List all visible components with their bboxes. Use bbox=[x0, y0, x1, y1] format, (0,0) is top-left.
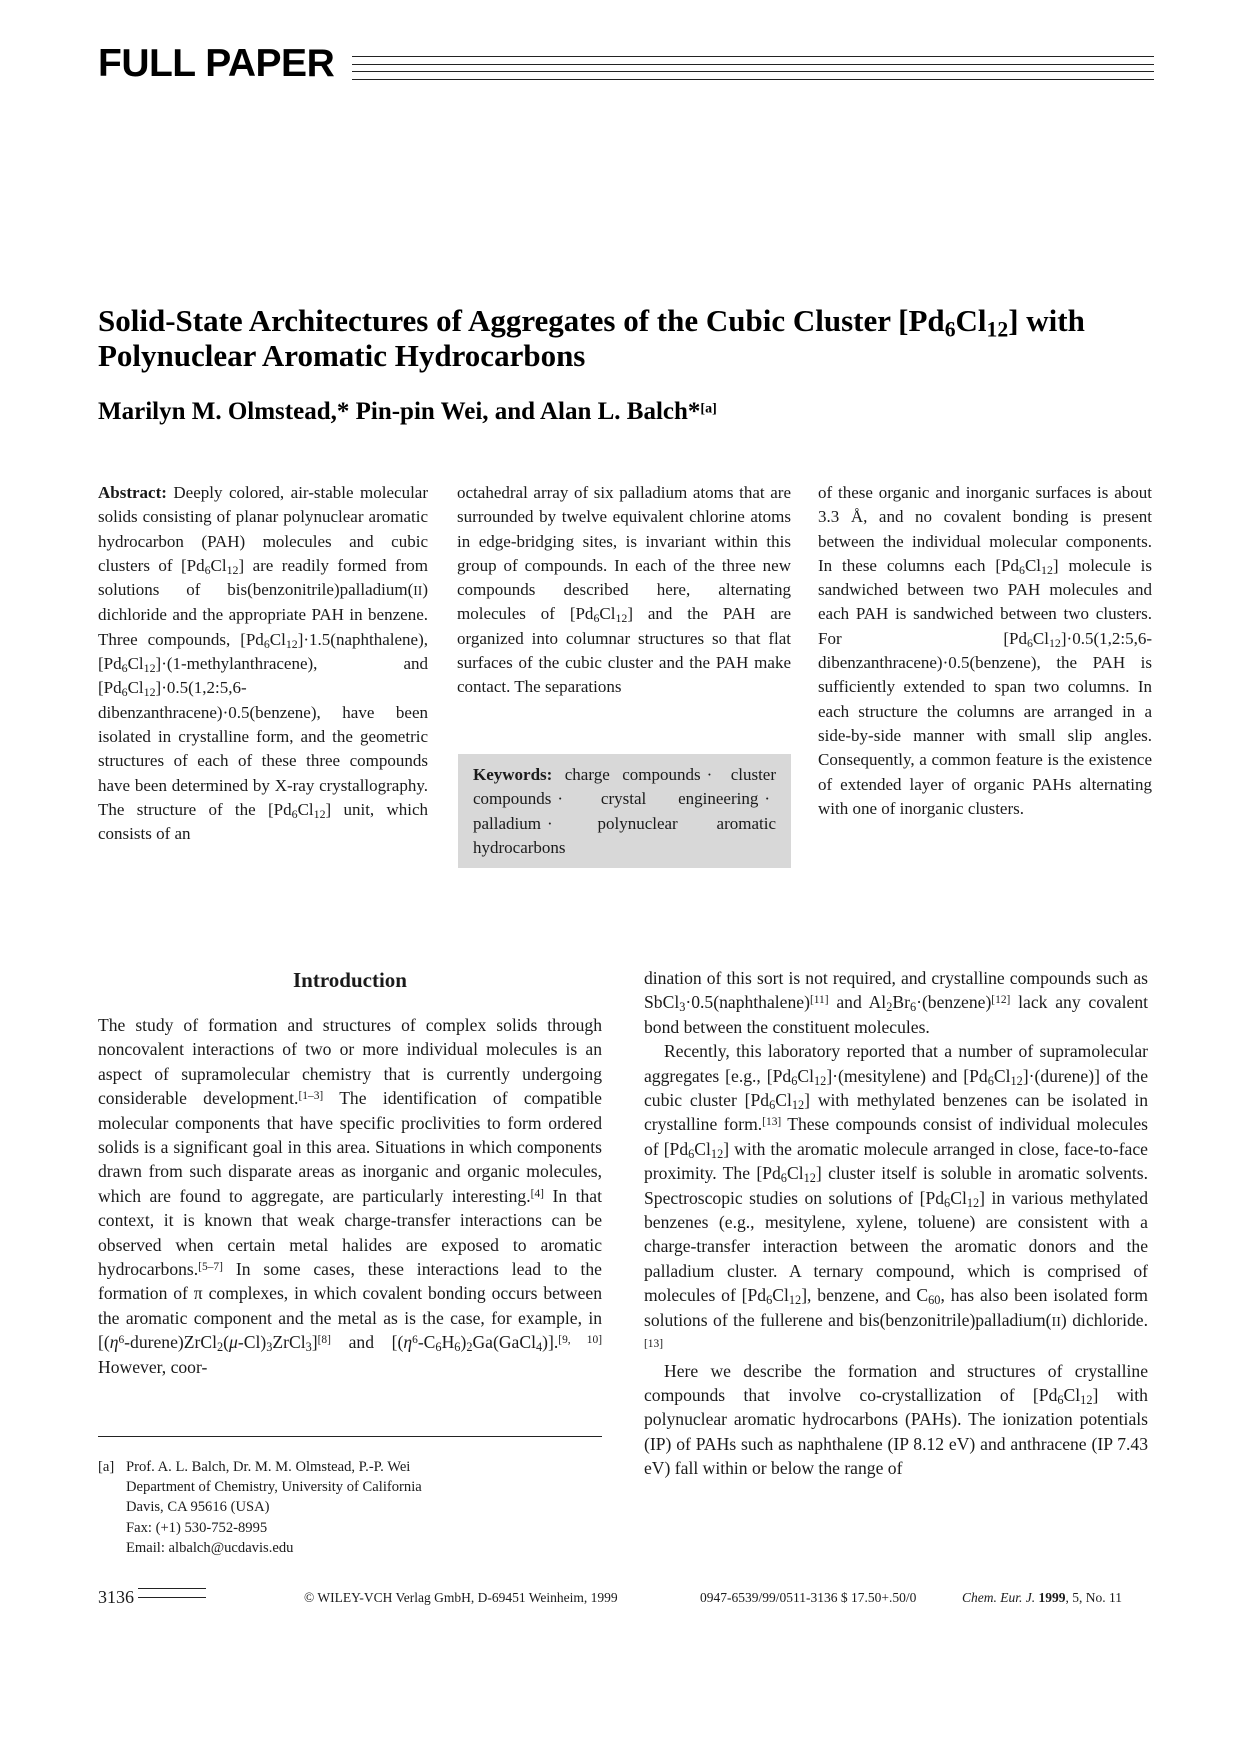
body-column-1: The study of formation and structures of complex solids through noncovalent interactions of two or more individual molecules is an aspect of supramolecular chemistry that is currently undergoing considerable development.[1–3] The identification of compatible molecular components that have specific proclivities to form ordered solids is a significant goal in this area. Situations in which components drawn from such disparate areas as inorganic and organic molecules, which are found to aggregate, are particularly interesting.[4] In that context, it is known that weak charge-transfer interactions can be observed when certain metal halides are exposed to aromatic hydrocarbons.[5–7] In some cases, these interactions lead to the formation of π complexes, in which covalent bonding occurs between the aromatic component and the metal as is the case, for example, in $[(\eta^6-durene)ZrCl_2(\mu-Cl)_3ZrCl_3][8]$ and $[(\eta^6-C_6H_6)_2Ga(GaCl_4)].[9, 10]$ However, coor- bbox=[98, 1015, 603, 1377]
footnote-line: Department of Chemistry, University of California bbox=[126, 1479, 422, 1496]
footnote-rule bbox=[98, 1436, 602, 1437]
journal-volume: , 5, No. 11 bbox=[1065, 1590, 1122, 1605]
abstract-label: Abstract: bbox=[98, 483, 167, 502]
keyword: cluster compounds bbox=[473, 765, 777, 809]
journal-name: Chem. Eur. J. bbox=[962, 1590, 1036, 1605]
footnote-line: Fax: (+1) 530-752-8995 bbox=[126, 1519, 268, 1536]
paragraph: Here we describe the formation and structures of crystalline compounds that involve co-crystallization of $[Pd_6Cl_{12}]$ with polynuclear aromatic hydrocarbons (PAHs). The ionization potentials (IP) of PAHs such as naphthalene (IP 8.12 eV) and anthracene (IP 7.43 eV) fall within or below the range of bbox=[644, 1360, 1148, 1479]
page-number: 3136 bbox=[98, 1587, 134, 1607]
page-number-rules bbox=[138, 1588, 206, 1606]
journal-year: 1999 bbox=[1038, 1590, 1066, 1605]
keyword: polynuclear aromatic hydrocarbons bbox=[473, 813, 776, 857]
abstract-column-2: octahedral array of six palladium atoms that are surrounded by twelve equivalent chlorine atoms in edge-bridging sites, is invariant within this group of compounds. In each of the three new compounds described here, alternating molecules of $[Pd_6Cl_{12}]$ and the PAH are organized into columnar structures so that flat surfaces of the cubic cluster and the PAH make contact. The separations bbox=[457, 483, 791, 697]
affiliation-footnote bbox=[98, 1457, 602, 1558]
authors bbox=[98, 398, 717, 426]
issn-code: 0947-6539/99/0511-3136 $ 17.50+.50/0 bbox=[700, 1590, 917, 1605]
author-names: Marilyn M. Olmstead,* Pin-pin Wei, and Alan L. Balch* bbox=[98, 398, 701, 425]
footnote-label: [a] bbox=[98, 1459, 115, 1475]
header-rules bbox=[352, 56, 1154, 86]
section-label: FULL PAPER bbox=[98, 42, 335, 85]
keywords-box bbox=[458, 754, 791, 868]
abstract-column-1: Abstract: Deeply colored, air-stable molecular solids consisting of planar polynuclear aromatic hydrocarbon (PAH) molecules and cubic clusters of $[Pd_6Cl_{12}]$ are readily formed from solutions of bis(benzonitrile)palladium(II) dichloride and the appropriate PAH in benzene. Three compounds, $[Pd_6Cl_{12}]\cdot 1.5(naphthalene)$, $[Pd_6Cl_{12}]\cdot(1-methylanthracene)$, and $[Pd_6Cl_{12}]\cdot 0.5(1,2:5,6-dibenzanthracene)\cdot 0.5(benzene)$, have been isolated in crystalline form, and the geometric structures of each of these three compounds have been determined by X-ray crystallography. The structure of the $[Pd_6Cl_{12}]$ unit, which consists of an bbox=[98, 483, 428, 844]
keywords-list: Keywords: charge compounds · cluster compounds · crystal engineering · palladium · polynuclear aromatic hydrocarbons bbox=[473, 765, 777, 857]
journal-citation bbox=[962, 1590, 1122, 1606]
keyword: palladium bbox=[473, 813, 541, 833]
paragraph: dination of this sort is not required, and crystalline compounds such as SbCl$_3$·0.5(naphthalene)[11] and $Al_2Br_6\cdot(benzene)[12]$ lack any covalent bond between the constituent molecules. bbox=[644, 968, 1148, 1037]
paragraph: Recently, this laboratory reported that a number of supramolecular aggregates [e.g., $[Pd_6Cl_{12}]\cdot(mesitylene)$ and $[Pd_6Cl_{12}]\cdot(durene)$] of the cubic cluster $[Pd_6Cl_{12}]$ with methylated benzenes can be isolated in crystalline form.[13] These compounds consist of individual molecules of $[Pd_6Cl_{12}]$ with the aromatic molecule arranged in close, face-to-face proximity. The $[Pd_6Cl_{12}]$ cluster itself is soluble in aromatic solvents. Spectroscopic studies on solutions of $[Pd_6Cl_{12}]$ in various methylated benzenes (e.g., mesitylene, xylene, toluene) are consistent with a charge-transfer interaction between the aromatic donors and the palladium cluster. A ternary compound, which is comprised of molecules of $[Pd_6Cl_{12}]$, benzene, and $C_{60}$, has also been isolated form solutions of the fullerene and bis(benzonitrile)palladium(II) dichloride.[13] bbox=[644, 1041, 1149, 1350]
footnote-line: Prof. A. L. Balch, Dr. M. M. Olmstead, P.-P. Wei bbox=[126, 1459, 411, 1475]
body-column-2 bbox=[644, 966, 1148, 1481]
affiliation-mark: [a] bbox=[700, 401, 717, 417]
keywords-label: Keywords: bbox=[473, 765, 553, 784]
article-title: Solid-State Architectures of Aggregates of the Cubic Cluster $[Pd_6Cl_{12}]$ with Polynuclear Aromatic Hydrocarbons bbox=[98, 303, 1085, 373]
copyright: © WILEY-VCH Verlag GmbH, D-69451 Weinheim, 1999 bbox=[304, 1590, 618, 1605]
abstract-column-3: of these organic and inorganic surfaces is about 3.3 Å, and no covalent bonding is present between the individual molecular components. In these columns each $[Pd_6Cl_{12}]$ molecule is sandwiched between two PAH molecules and each PAH is sandwiched between two clusters. For $[Pd_6Cl_{12}]\cdot 0.5(1,2:5,6-dibenzanthracene)\cdot 0.5(benzene)$, the PAH is sufficiently extended to span two columns. In each structure the columns are arranged in a side-by-side manner with small slip angles. Consequently, a common feature is the existence of extended layer of organic PAHs alternating with one of inorganic clusters. bbox=[818, 483, 1153, 818]
section-heading: Introduction bbox=[293, 968, 407, 992]
footnote-email: Email: albalch@ucdavis.edu bbox=[126, 1539, 294, 1556]
footnote-line: Davis, CA 95616 (USA) bbox=[126, 1499, 270, 1516]
keyword: charge compounds bbox=[564, 765, 701, 784]
keyword: crystal engineering bbox=[600, 789, 759, 809]
